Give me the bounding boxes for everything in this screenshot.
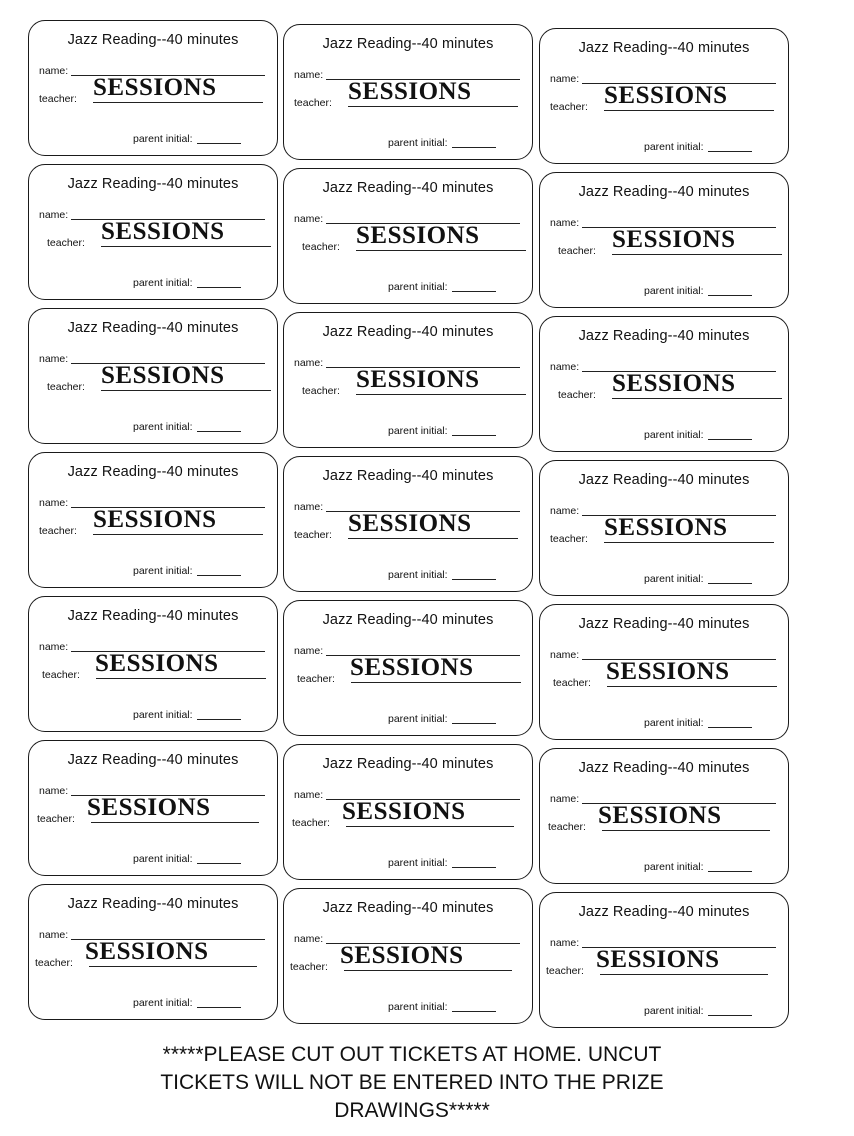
sessions-stamp: SESSIONS (612, 370, 736, 397)
ticket-title: Jazz Reading--40 minutes (67, 176, 239, 192)
name-label: name: (550, 73, 580, 85)
name-label: name: (550, 361, 580, 373)
parent-initial-line[interactable] (452, 291, 496, 292)
ticket (283, 744, 533, 880)
ticket (283, 168, 533, 304)
parent-initial-label: parent initial: (644, 285, 704, 297)
parent-initial-label: parent initial: (133, 709, 193, 721)
ticket (28, 740, 278, 876)
parent-initial-line[interactable] (197, 863, 241, 864)
ticket-title: Jazz Reading--40 minutes (67, 320, 239, 336)
teacher-label: teacher: (294, 97, 332, 109)
parent-initial-label: parent initial: (644, 141, 704, 153)
sessions-stamp: SESSIONS (348, 510, 472, 537)
parent-initial-label: parent initial: (644, 861, 704, 873)
ticket (28, 308, 278, 444)
teacher-field-line[interactable] (356, 394, 526, 395)
parent-initial-label: parent initial: (133, 997, 193, 1009)
sessions-stamp: SESSIONS (604, 514, 728, 541)
teacher-field-line[interactable] (91, 822, 259, 823)
parent-initial-line[interactable] (452, 867, 496, 868)
sessions-stamp: SESSIONS (101, 362, 225, 389)
sessions-stamp: SESSIONS (612, 226, 736, 253)
parent-initial-line[interactable] (197, 143, 241, 144)
ticket (283, 600, 533, 736)
parent-initial-label: parent initial: (133, 133, 193, 145)
sessions-stamp: SESSIONS (101, 218, 225, 245)
teacher-field-line[interactable] (604, 542, 774, 543)
name-label: name: (294, 69, 324, 81)
teacher-field-line[interactable] (604, 110, 774, 111)
teacher-field-line[interactable] (612, 254, 782, 255)
name-label: name: (550, 937, 580, 949)
parent-initial-line[interactable] (452, 147, 496, 148)
teacher-field-line[interactable] (89, 966, 257, 967)
name-label: name: (39, 785, 69, 797)
ticket-title: Jazz Reading--40 minutes (322, 900, 494, 916)
parent-initial-label: parent initial: (388, 857, 448, 869)
name-label: name: (39, 929, 69, 941)
parent-initial-line[interactable] (708, 583, 752, 584)
parent-initial-line[interactable] (708, 295, 752, 296)
parent-initial-line[interactable] (708, 439, 752, 440)
parent-initial-label: parent initial: (644, 717, 704, 729)
teacher-label: teacher: (292, 817, 330, 829)
ticket (283, 312, 533, 448)
parent-initial-line[interactable] (708, 871, 752, 872)
ticket-title: Jazz Reading--40 minutes (322, 36, 494, 52)
ticket-title: Jazz Reading--40 minutes (322, 612, 494, 628)
parent-initial-label: parent initial: (133, 565, 193, 577)
teacher-label: teacher: (290, 961, 328, 973)
teacher-label: teacher: (42, 669, 80, 681)
sessions-stamp: SESSIONS (85, 938, 209, 965)
sessions-stamp: SESSIONS (87, 794, 211, 821)
parent-initial-label: parent initial: (388, 1001, 448, 1013)
ticket (539, 172, 789, 308)
ticket-title: Jazz Reading--40 minutes (322, 756, 494, 772)
parent-initial-label: parent initial: (388, 425, 448, 437)
name-label: name: (294, 213, 324, 225)
parent-initial-label: parent initial: (644, 429, 704, 441)
parent-initial-label: parent initial: (388, 281, 448, 293)
parent-initial-line[interactable] (197, 1007, 241, 1008)
teacher-label: teacher: (37, 813, 75, 825)
sessions-stamp: SESSIONS (93, 74, 217, 101)
ticket (28, 164, 278, 300)
name-label: name: (39, 353, 69, 365)
teacher-field-line[interactable] (101, 390, 271, 391)
parent-initial-label: parent initial: (644, 1005, 704, 1017)
sessions-stamp: SESSIONS (340, 942, 464, 969)
parent-initial-line[interactable] (197, 431, 241, 432)
teacher-field-line[interactable] (351, 682, 521, 683)
parent-initial-line[interactable] (452, 723, 496, 724)
parent-initial-label: parent initial: (133, 853, 193, 865)
teacher-field-line[interactable] (344, 970, 512, 971)
teacher-label: teacher: (550, 533, 588, 545)
ticket-title: Jazz Reading--40 minutes (322, 324, 494, 340)
parent-initial-line[interactable] (452, 435, 496, 436)
ticket (28, 884, 278, 1020)
ticket (28, 596, 278, 732)
name-label: name: (550, 649, 580, 661)
ticket (539, 604, 789, 740)
ticket (283, 24, 533, 160)
parent-initial-line[interactable] (452, 579, 496, 580)
parent-initial-label: parent initial: (388, 713, 448, 725)
ticket (283, 456, 533, 592)
sessions-stamp: SESSIONS (356, 222, 480, 249)
sessions-stamp: SESSIONS (598, 802, 722, 829)
parent-initial-line[interactable] (197, 287, 241, 288)
ticket (539, 316, 789, 452)
parent-initial-label: parent initial: (133, 277, 193, 289)
name-label: name: (294, 357, 324, 369)
teacher-field-line[interactable] (600, 974, 768, 975)
name-label: name: (550, 217, 580, 229)
sessions-stamp: SESSIONS (596, 946, 720, 973)
ticket (539, 748, 789, 884)
teacher-field-line[interactable] (612, 398, 782, 399)
ticket (283, 888, 533, 1024)
teacher-label: teacher: (47, 381, 85, 393)
teacher-label: teacher: (558, 389, 596, 401)
sessions-stamp: SESSIONS (606, 658, 730, 685)
name-label: name: (550, 505, 580, 517)
ticket-title: Jazz Reading--40 minutes (322, 180, 494, 196)
teacher-field-line[interactable] (607, 686, 777, 687)
parent-initial-line[interactable] (708, 1015, 752, 1016)
ticket-title: Jazz Reading--40 minutes (578, 904, 750, 920)
sessions-stamp: SESSIONS (93, 506, 217, 533)
teacher-label: teacher: (550, 101, 588, 113)
parent-initial-label: parent initial: (133, 421, 193, 433)
teacher-label: teacher: (47, 237, 85, 249)
parent-initial-line[interactable] (197, 719, 241, 720)
teacher-field-line[interactable] (93, 102, 263, 103)
name-label: name: (294, 501, 324, 513)
teacher-label: teacher: (39, 525, 77, 537)
sessions-stamp: SESSIONS (350, 654, 474, 681)
teacher-field-line[interactable] (93, 534, 263, 535)
ticket-title: Jazz Reading--40 minutes (67, 752, 239, 768)
ticket (539, 892, 789, 1028)
teacher-field-line[interactable] (348, 106, 518, 107)
sessions-stamp: SESSIONS (95, 650, 219, 677)
name-label: name: (39, 209, 69, 221)
sessions-stamp: SESSIONS (604, 82, 728, 109)
parent-initial-line[interactable] (197, 575, 241, 576)
teacher-label: teacher: (558, 245, 596, 257)
teacher-label: teacher: (302, 241, 340, 253)
ticket-title: Jazz Reading--40 minutes (578, 184, 750, 200)
parent-initial-label: parent initial: (644, 573, 704, 585)
sessions-stamp: SESSIONS (348, 78, 472, 105)
sessions-stamp: SESSIONS (342, 798, 466, 825)
parent-initial-label: parent initial: (388, 137, 448, 149)
parent-initial-line[interactable] (452, 1011, 496, 1012)
name-label: name: (39, 497, 69, 509)
name-label: name: (294, 645, 324, 657)
footer-note: *****PLEASE CUT OUT TICKETS AT HOME. UNCUT TICKETS WILL NOT BE ENTERED INTO THE PRIZE DRAWINGS***** (160, 1043, 664, 1122)
parent-initial-label: parent initial: (388, 569, 448, 581)
ticket-title: Jazz Reading--40 minutes (67, 608, 239, 624)
parent-initial-line[interactable] (708, 151, 752, 152)
ticket-title: Jazz Reading--40 minutes (67, 896, 239, 912)
teacher-field-line[interactable] (356, 250, 526, 251)
sessions-stamp: SESSIONS (356, 366, 480, 393)
teacher-field-line[interactable] (348, 538, 518, 539)
teacher-label: teacher: (548, 821, 586, 833)
ticket-title: Jazz Reading--40 minutes (578, 760, 750, 776)
ticket-title: Jazz Reading--40 minutes (578, 472, 750, 488)
ticket (539, 28, 789, 164)
ticket-title: Jazz Reading--40 minutes (578, 328, 750, 344)
name-label: name: (294, 789, 324, 801)
teacher-label: teacher: (35, 957, 73, 969)
name-label: name: (39, 641, 69, 653)
ticket-title: Jazz Reading--40 minutes (67, 464, 239, 480)
ticket-title: Jazz Reading--40 minutes (67, 32, 239, 48)
ticket (539, 460, 789, 596)
ticket-title: Jazz Reading--40 minutes (322, 468, 494, 484)
parent-initial-line[interactable] (708, 727, 752, 728)
teacher-field-line[interactable] (101, 246, 271, 247)
ticket-title: Jazz Reading--40 minutes (578, 40, 750, 56)
teacher-label: teacher: (297, 673, 335, 685)
ticket (28, 20, 278, 156)
name-label: name: (550, 793, 580, 805)
name-label: name: (39, 65, 69, 77)
name-label: name: (294, 933, 324, 945)
teacher-field-line[interactable] (96, 678, 266, 679)
teacher-field-line[interactable] (602, 830, 770, 831)
teacher-label: teacher: (39, 93, 77, 105)
ticket (28, 452, 278, 588)
teacher-label: teacher: (546, 965, 584, 977)
teacher-label: teacher: (294, 529, 332, 541)
teacher-label: teacher: (302, 385, 340, 397)
teacher-label: teacher: (553, 677, 591, 689)
ticket-title: Jazz Reading--40 minutes (578, 616, 750, 632)
teacher-field-line[interactable] (346, 826, 514, 827)
